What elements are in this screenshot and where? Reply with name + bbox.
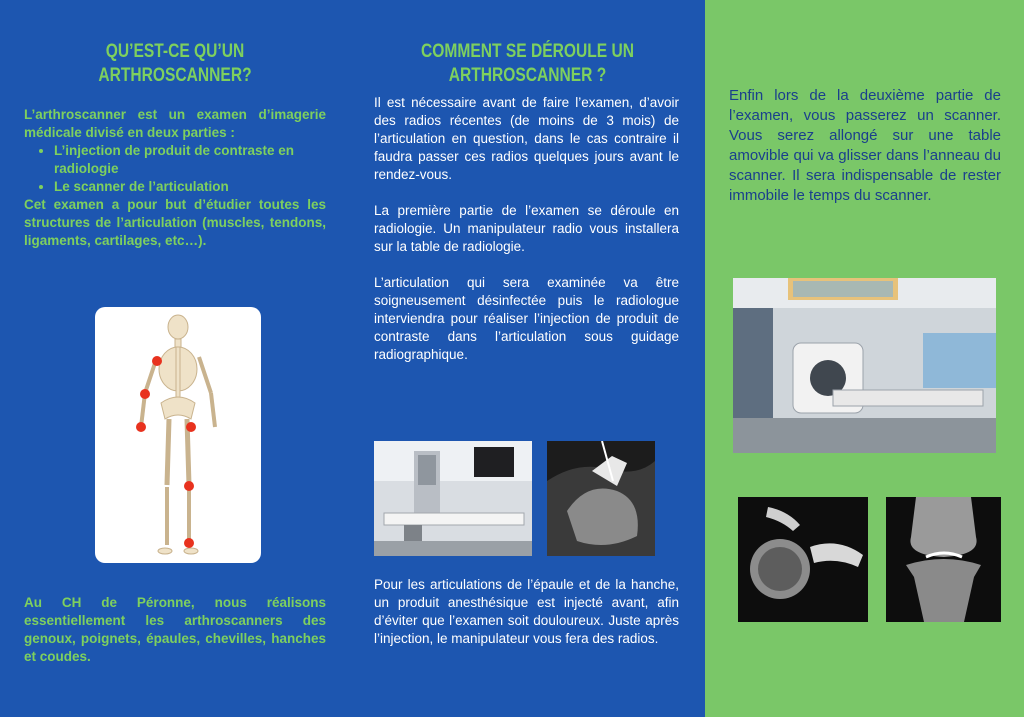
skeleton-illustration [95,307,261,563]
list-item: • L’injection de produit de contraste en radiologie [54,142,326,178]
closing-paragraph: Au CH de Péronne, nous réalisons essentiellement les arthroscanners des genoux, poignets, épaules, chevilles, hanches et coudes. [24,595,326,664]
paragraph-injection: L’articulation qui sera examinée va être soigneusement désinfectée puis le radiologue interviendra pour réaliser l’injection de produit de contraste dans l’articulation sous guidage radiographique. [374,275,679,362]
paragraph-radios: Il est nécessaire avant de faire l’examen, d’avoir des radios récentes (de moins de 3 mois) de l’articulation en question, dans le cas contraire il faudra passer ces radios quelques jours avant le rendez-vous. [374,95,679,182]
knee-ct-image [886,497,1001,622]
middle-panel [350,0,705,717]
left-title: QU’EST-CE QU’UN ARTHROSCANNER? [98,41,252,86]
injection-xray-image [547,441,655,556]
skeleton-icon [95,307,261,563]
parts-list [24,142,326,196]
intro-paragraph: L’arthroscanner est un examen d’imagerie médicale divisé en deux parties : [24,107,326,140]
left-panel [0,0,350,717]
purpose-paragraph: Cet examen a pour but d’étudier toutes les structures de l’articulation (muscles, tendons, ligaments, cartilages, etc…). [24,197,326,248]
scanner-paragraph: Enfin lors de la deuxième partie de l’examen, vous passerez un scanner. Vous serez allongé sur une table amovible qui va glisser dans l’anneau du scanner. Il sera indispensable de rester immobile le temps du scanner. [729,87,1001,204]
radiology-room-photo [374,441,532,556]
procedure-text [374,94,679,382]
ct-scanner-room-photo [733,278,996,453]
list-item: • Le scanner de l’articulation [54,178,326,196]
right-panel [705,0,1024,717]
shoulder-ct-image [738,497,868,622]
anesthetic-paragraph: Pour les articulations de l’épaule et de la hanche, un produit anesthésique est injecté avant, afin d’éviter que l’examen soit douloureux. Juste après l’injection, le manipulateur vous fera des radios. [374,577,679,646]
intro-text [24,106,326,250]
paragraph-radiology: La première partie de l’examen se déroule en radiologie. Un manipulateur radio vous installera sur la table de radiologie. [374,203,679,254]
middle-title: COMMENT SE DÉROULE UN ARTHROSCANNER ? [421,41,634,86]
